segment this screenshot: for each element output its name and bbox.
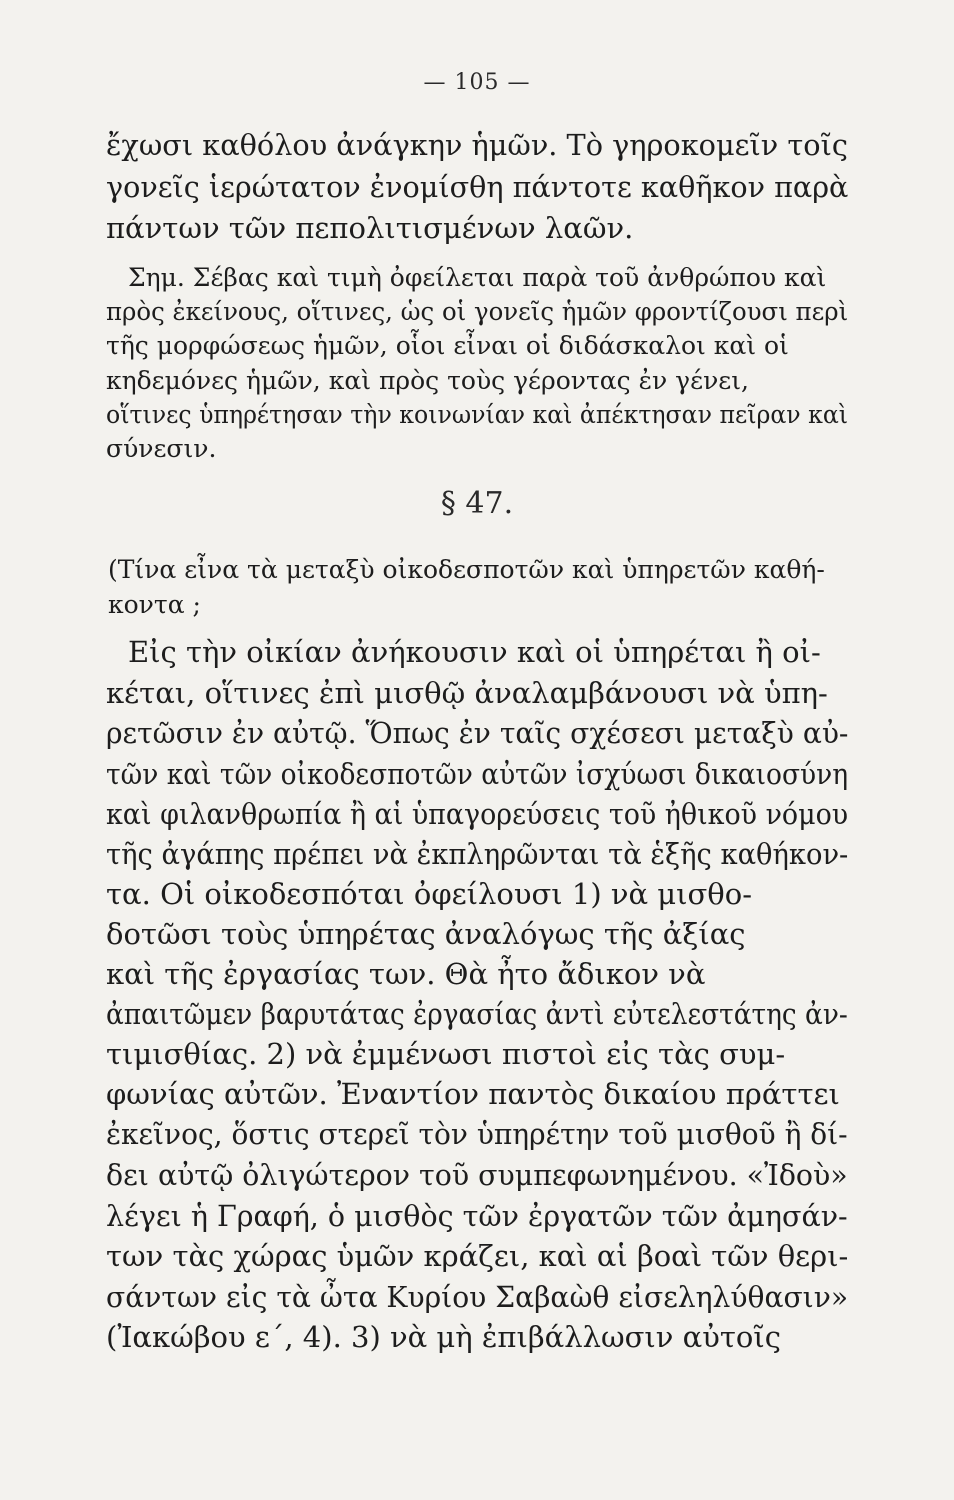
note-line: οἵτινες ὑπηρέτησαν τὴν κοινωνίαν καὶ ἀπέκτησαν πεῖραν καὶ (106, 400, 849, 429)
body-line: τῶν καὶ τῶν οἰκοδεσποτῶν αὐτῶν ἰσχύωσι δικαιοσύνη (106, 757, 849, 791)
body-line: ἐκεῖνος, ὅστις στερεῖ τὸν ὑπηρέτην τοῦ μισθοῦ ἢ δί- (106, 1117, 848, 1151)
note-line: πρὸς ἐκείνους, οἵτινες, ὡς οἱ γονεῖς ἡμῶν φροντίζουσι περὶ (106, 297, 849, 326)
body-line: σάντων εἰς τὰ ὦτα Κυρίου Σαβαὼθ εἰσεληλύθασιν» (106, 1280, 849, 1314)
text-line: ἔχωσι καθόλου ἀνάγκην ἡμῶν. Τὸ γηροκομεῖν τοῖς (106, 128, 848, 162)
body-line: ἀπαιτῶμεν βαρυτάτας ἐργασίας ἀντὶ εὐτελεστάτης ἀν- (106, 997, 848, 1031)
note-line: σύνεσιν. (106, 434, 217, 463)
body-line: ρετῶσιν ἐν αὐτῷ. Ὅπως ἐν ταῖς σχέσεσι μεταξὺ αὐ- (106, 716, 849, 750)
body-line: καὶ τῆς ἐργασίας των. Θὰ ἦτο ἄδικον νὰ (106, 957, 706, 991)
body-line: δει αὐτῷ ὀλιγώτερον τοῦ συμπεφωνημένου. «Ἰδοὺ» (106, 1158, 848, 1192)
body-line: δοτῶσι τοὺς ὑπηρέτας ἀναλόγως τῆς ἀξίας (106, 917, 746, 951)
body-line: καὶ φιλανθρωπία ἢ αἱ ὑπαγορεύσεις τοῦ ἠθικοῦ νόμου (106, 797, 849, 831)
question-line: (Τίνα εἶνα τὰ μεταξὺ οἰκοδεσποτῶν καὶ ὑπηρετῶν καθή- (108, 555, 825, 584)
text-line: γονεῖς ἱερώτατον ἐνομίσθη πάντοτε καθῆκον παρὰ (106, 170, 849, 204)
question-line: κοντα ; (108, 590, 201, 619)
body-line: τῆς ἀγάπης πρέπει νὰ ἐκπληρῶνται τὰ ἑξῆς καθήκον- (106, 837, 849, 871)
body-line: κέται, οἵτινες ἐπὶ μισθῷ ἀναλαμβάνουσι νὰ ὑπη- (106, 676, 828, 710)
body-line: τιμισθίας. 2) νὰ ἐμμένωσι πιστοὶ εἰς τὰς συμ- (106, 1037, 786, 1071)
body-line: (Ἰακώβου ε΄, 4). 3) νὰ μὴ ἐπιβάλλωσιν αὐτοῖς (106, 1320, 781, 1354)
page-number: — 105 — (423, 70, 531, 95)
note-line: τῆς μορφώσεως ἡμῶν, οἷοι εἶναι οἱ διδάσκαλοι καὶ οἱ (106, 331, 789, 360)
body-line: λέγει ἡ Γραφή, ὁ μισθὸς τῶν ἐργατῶν τῶν ἀμησάν- (106, 1199, 848, 1233)
note-line: κηδεμόνες ἡμῶν, καὶ πρὸς τοὺς γέροντας ἐν γένει, (106, 366, 749, 395)
body-line: τα. Οἱ οἰκοδεσπόται ὀφείλουσι 1) νὰ μισθο- (106, 877, 753, 911)
body-line: φωνίας αὐτῶν. Ἐναντίον παντὸς δικαίου πράττει (106, 1077, 840, 1111)
body-line: των τὰς χώρας ὑμῶν κράζει, καὶ αἱ βοαὶ τῶν θερι- (106, 1239, 849, 1273)
text-line: πάντων τῶν πεπολιτισμένων λαῶν. (106, 211, 634, 245)
note-line: Σημ. Σέβας καὶ τιμὴ ὀφείλεται παρὰ τοῦ ἀνθρώπου καὶ (128, 263, 827, 292)
body-line: Εἰς τὴν οἰκίαν ἀνήκουσιν καὶ οἱ ὑπηρέται ἢ οἰ- (128, 635, 821, 669)
section-heading: § 47. (440, 486, 514, 521)
